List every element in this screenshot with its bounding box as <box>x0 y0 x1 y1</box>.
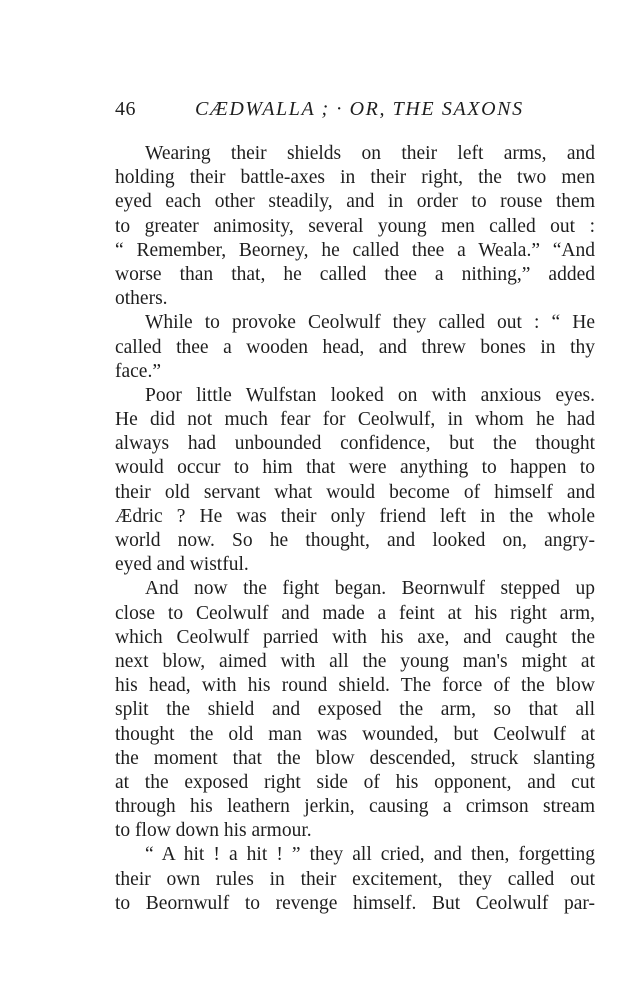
text-line: worse than that, he called thee a nithing,” added <box>115 263 595 285</box>
text-line: “ A hit ! a hit ! ” they all cried, and then, forgetting <box>145 844 595 866</box>
page-number: 46 <box>115 98 136 120</box>
paragraph <box>115 311 595 384</box>
text-line: Ædric ? He was their only friend left in the whole <box>115 505 595 527</box>
text-line: their old servant what would become of himself and <box>115 481 595 503</box>
text-line: face.” <box>115 360 161 382</box>
text-line: eyed each other steadily, and in order to rouse them <box>115 191 595 213</box>
paragraph <box>115 384 595 578</box>
text-line: his head, with his round shield. The force of the blow <box>115 675 595 697</box>
text-line: Wearing their shields on their left arms, and <box>145 143 595 164</box>
text-line: to greater animosity, several young men called out : <box>115 215 595 237</box>
text-line: While to provoke Ceolwulf they called out : “ He <box>145 312 595 334</box>
text-line: Poor little Wulfstan looked on with anxious eyes. <box>145 384 595 406</box>
text-line: to Beornwulf to revenge himself. But Ceolwulf par- <box>115 892 595 914</box>
text-line: always had unbounded confidence, but the thought <box>115 433 595 455</box>
paragraph <box>115 843 595 916</box>
paragraph <box>115 577 595 843</box>
body-text <box>115 142 595 916</box>
paragraph <box>115 142 595 311</box>
text-line: thought the old man was wounded, but Ceolwulf at <box>115 723 595 745</box>
text-line: eyed and wistful. <box>115 554 249 576</box>
text-line: split the shield and exposed the arm, so that all <box>115 699 595 721</box>
running-title: CÆDWALLA ; · OR, THE SAXONS <box>195 98 524 120</box>
text-line: which Ceolwulf parried with his axe, and caught the <box>115 626 595 648</box>
text-line: “ Remember, Beorney, he called thee a Weala.” “And <box>115 239 595 261</box>
text-line: close to Ceolwulf and made a feint at his right arm, <box>115 602 595 624</box>
text-line: the moment that the blow descended, struck slanting <box>115 747 595 769</box>
text-line: called thee a wooden head, and threw bones in thy <box>115 336 595 358</box>
text-line: He did not much fear for Ceolwulf, in whom he had <box>115 409 595 431</box>
text-line: world now. So he thought, and looked on, angry- <box>115 530 595 551</box>
text-line: their own rules in their excitement, they called out <box>115 868 595 890</box>
text-line: through his leathern jerkin, causing a crimson stream <box>115 796 595 818</box>
text-line: others. <box>115 288 168 310</box>
text-line: to flow down his armour. <box>115 820 312 842</box>
text-line: holding their battle-axes in their right, the two men <box>115 167 595 189</box>
text-line: And now the fight began. Beornwulf stepped up <box>145 578 595 600</box>
running-head <box>115 98 595 128</box>
text-line: next blow, aimed with all the young man's might at <box>115 650 595 672</box>
text-line: at the exposed right side of his opponent, and cut <box>115 771 595 793</box>
text-line: would occur to him that were anything to happen to <box>115 457 595 479</box>
